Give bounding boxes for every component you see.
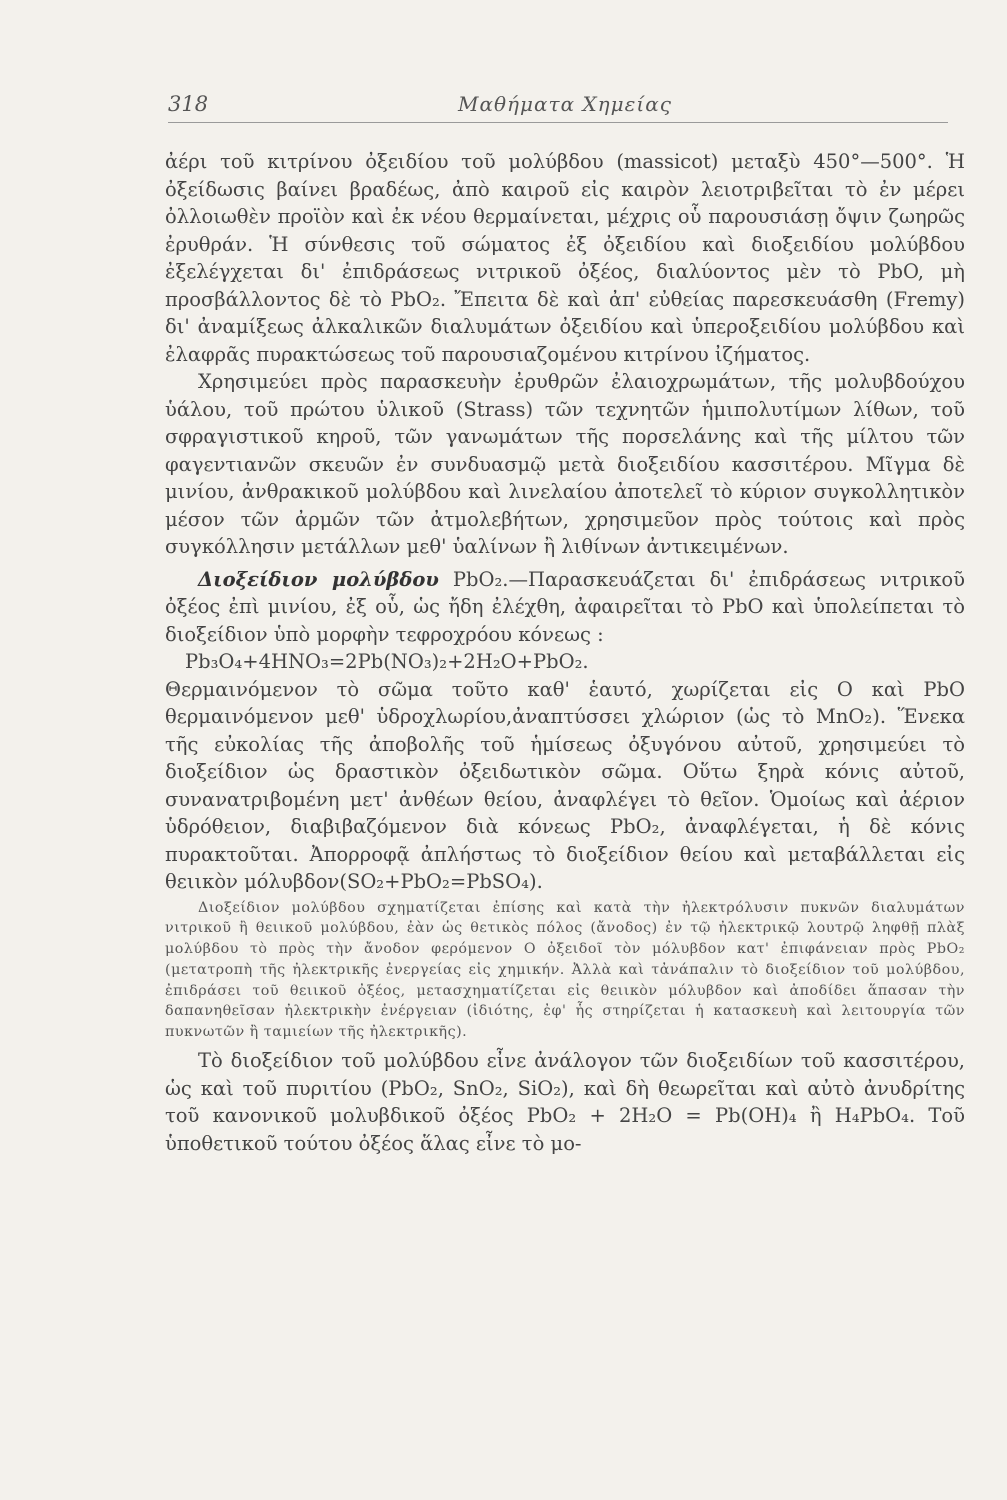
section-heading-lead-dioxide: Διοξείδιον μολύβδου	[198, 567, 439, 591]
lead-dioxide-preparation-text: PbO₂.—Παρασκευάζεται δι' ἐπιδράσεως νιτρικοῦ ὀξέος ἐπὶ μινίου, ἐξ οὗ, ὡς ἤδη ἐλέχθη, ἀφαιρεῖται τὸ PbO καὶ ὑπολείπεται τὸ διοξείδιον ὑπὸ μορφὴν τεφροχρόου κόνεως :	[165, 567, 966, 646]
body-text	[165, 148, 965, 1157]
running-title: Μαθήματα Χημείας	[458, 92, 672, 116]
small-print-note-electrolysis: Διοξείδιον μολύβδου σχηματίζεται ἐπίσης καὶ κατὰ τὴν ἠλεκτρόλυσιν πυκνῶν διαλυμάτων νιτρικοῦ ἢ θειικοῦ μολύβδου, ἐὰν ὡς θετικὸς πόλος (ἄνοδος) ἐν τῷ ἠλεκτρικῷ λουτρῷ ληφθῇ πλὰξ μολύβδου τὸ πρὸς τὴν ἄνοδον φερόμενον O ὀξειδοῖ τὸν μόλυβδον κατ' ἐπιφάνειαν πρὸς PbO₂ (μετατροπὴ τῆς ἠλεκτρικῆς ἐνεργείας εἰς χημικήν. Ἀλλὰ καὶ τἀνάπαλιν τὸ διοξείδιον τοῦ μολύβδου, ἐπιδράσει τοῦ θειικοῦ ὀξέος, μετασχηματίζεται εἰς θειικὸν μόλυβδον καὶ ἀποδίδει ἅπασαν τὴν δαπανηθεῖσαν ἠλεκτρικὴν ἐνέργειαν (ἰδιότης, ἐφ' ἧς στηρίζεται ἡ κατασκευὴ καὶ λειτουργία τῶν πυκνωτῶν ἢ ταμιείων τῆς ἠλεκτρικῆς).	[165, 899, 965, 1041]
page-header	[168, 88, 948, 123]
page-number: 318	[168, 92, 209, 116]
chemical-equation: Pb₃O₄+4HNO₃=2Pb(NO₃)₂+2H₂O+PbO₂.	[185, 650, 589, 673]
paragraph-massicot-continuation: ἀέρι τοῦ κιτρίνου ὀξειδίου τοῦ μολύβδου (massicot) μεταξὺ 450°—500°. Ἡ ὀξείδωσις βαίνει βραδέως, ἀπὸ καιροῦ εἰς καιρὸν λειοτριβεῖται τὸ ἐν μέρει ὀλλοιωθὲν προϊὸν καὶ ἐκ νέου θερμαίνεται, μέχρις οὗ παρουσιάσῃ ὄψιν ζωηρῶς ἐρυθράν. Ἡ σύνθεσις τοῦ σώματος ἐξ ὀξειδίου καὶ διοξειδίου μολύβδου ἐξελέγχεται δι' ἐπιδράσεως νιτρικοῦ ὀξέος, διαλύοντος μὲν τὸ PbO, μὴ προσβάλλοντος δὲ τὸ PbO₂. Ἔπειτα δὲ καὶ ἀπ' εὐθείας παρεσκευάσθη (Fremy) δι' ἀναμίξεως ἀλκαλικῶν διαλυμάτων ὀξειδίου καὶ ὑπεροξειδίου μολύβδου καὶ ἐλαφρᾶς πυρακτώσεως τοῦ παρουσιαζομένου κιτρίνου ἰζήματος.	[165, 150, 965, 366]
paragraph-lead-dioxide-properties: Θερμαινόμενον τὸ σῶμα τοῦτο καθ' ἑαυτό, χωρίζεται εἰς O καὶ PbO θερμαινόμενον μεθ' ὑδροχλωρίου,ἀναπτύσσει χλώριον (ὡς τὸ MnO₂). Ἕνεκα τῆς εὐκολίας τῆς ἀποβολῆς τοῦ ἡμίσεως ὀξυγόνου αὐτοῦ, χρησιμεύει τὸ διοξείδιον ὡς δραστικὸν ὀξειδωτικὸν σῶμα. Οὕτω ξηρὰ κόνις αὐτοῦ, συνανατριβομένη μετ' ἀνθέων θείου, ἀναφλέγει τὸ θεῖον. Ὁμοίως καὶ ἀέριον ὑδρόθειον, διαβιβαζόμενον διὰ κόνεως PbO₂, ἀναφλέγεται, ἡ δὲ κόνις πυρακτοῦται. Ἀπορροφᾷ ἀπλήστως τὸ διοξείδιον θείου καὶ μεταβάλλεται εἰς θειικὸν μόλυβδον(SO₂+PbO₂=PbSO₄).	[165, 677, 965, 893]
paragraph-minium-uses: Χρησιμεύει πρὸς παρασκευὴν ἐρυθρῶν ἐλαιοχρωμάτων, τῆς μολυβδούχου ὑάλου, τοῦ πρώτου ὑλικοῦ (Strass) τῶν τεχνητῶν ἡμιπολυτίμων λίθων, τοῦ σφραγιστικοῦ κηροῦ, τῶν γανωμάτων τῆς πορσελάνης καὶ τῆς μίλτου τῶν φαγεντιανῶν σκευῶν ἐν συνδυασμῷ μετὰ διοξειδίου κασσιτέρου. Μῖγμα δὲ μινίου, ἀνθρακικοῦ μολύβδου καὶ λινελαίου ἀποτελεῖ τὸ κύριον συγκολλητικὸν μέσον τῶν ἀρμῶν τῶν ἀτμολεβήτων, χρησιμεῦον πρὸς τούτοις καὶ πρὸς συγκόλλησιν μετάλλων μεθ' ὑαλίνων ἢ λιθίνων ἀντικειμένων.	[165, 370, 965, 558]
paragraph-lead-dioxide-intro	[165, 566, 965, 649]
paragraph-lead-dioxide-analogy: Τὸ διοξείδιον τοῦ μολύβδου εἶνε ἀνάλογον τῶν διοξειδίων τοῦ κασσιτέρου, ὡς καὶ τοῦ πυριτίου (PbO₂, SnO₂, SiO₂), καὶ δὴ θεωρεῖται καὶ αὐτὸ ἀνυδρίτης τοῦ κανονικοῦ μολυβδικοῦ ὀξέος PbO₂ + 2H₂O = Pb(OH)₄ ἢ H₄PbO₄. Τοῦ ὑποθετικοῦ τούτου ὀξέος ἅλας εἶνε τὸ μο-	[165, 1049, 965, 1155]
